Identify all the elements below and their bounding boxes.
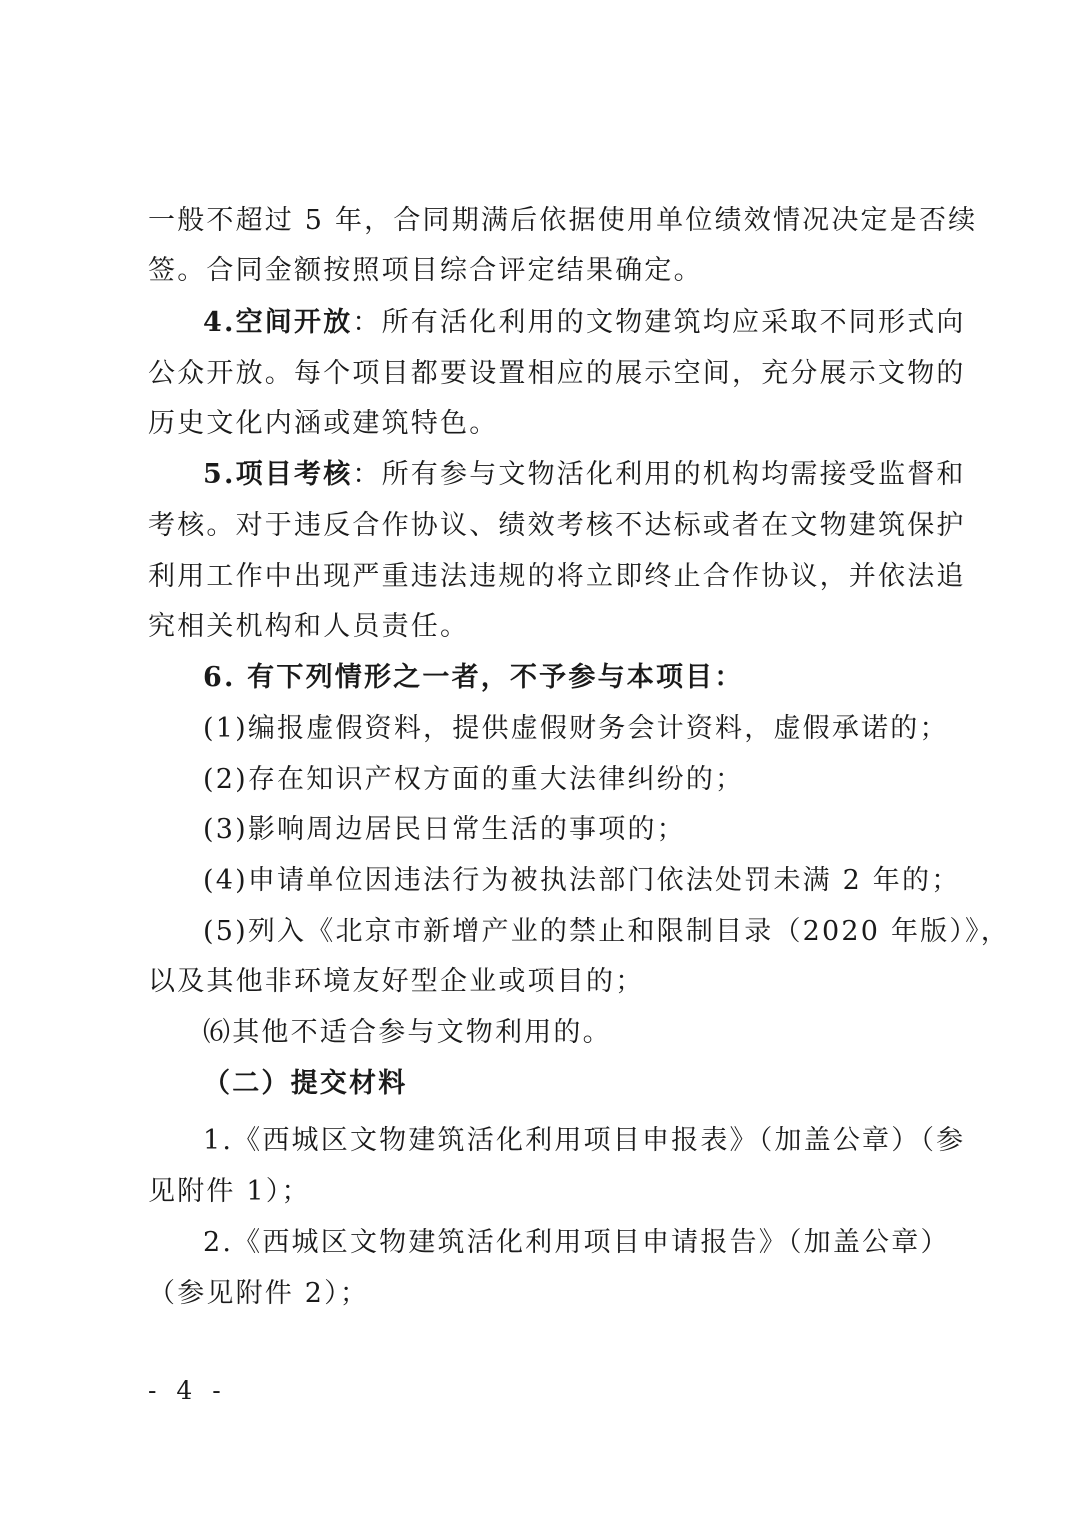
list-item: (4)申请单位因违法行为被执法部门依法处罚未满 2 年的； — [203, 865, 961, 896]
list-item: (1)编报虚假资料，提供虚假财务会计资料，虚假承诺的； — [203, 713, 949, 744]
item-5-text: ：所有参与文物活化利用的机构均需接受监督和 — [352, 459, 966, 490]
material-item-continuation: （参见附件 2）； — [148, 1278, 370, 1309]
item-5-number: 5. — [203, 459, 236, 490]
list-item-continuation: 以及其他非环境友好型企业或项目的； — [148, 966, 645, 997]
item-6-heading: 6. 有下列情形之一者，不予参与本项目： — [203, 662, 744, 693]
paragraph-line: 签。合同金额按照项目综合评定结果确定。 — [148, 255, 703, 286]
item-4-text: ：所有活化利用的文物建筑均应采取不同形式向 — [352, 307, 966, 338]
list-item: (5)列入《北京市新增产业的禁止和限制目录（2020 年版）》， — [203, 916, 1010, 947]
item-4-heading: 空间开放 — [235, 307, 353, 338]
material-item-continuation: 见附件 1）； — [148, 1176, 311, 1207]
section-heading: （二）提交材料 — [203, 1068, 408, 1099]
list-item: (3)影响周边居民日常生活的事项的； — [203, 814, 686, 845]
paragraph-line: 历史文化内涵或建筑特色。 — [148, 408, 499, 439]
paragraph-line: 利用工作中出现严重违法违规的将立即终止合作协议，并依法追 — [148, 561, 966, 592]
list-item: ⑹其他不适合参与文物利用的。 — [203, 1017, 612, 1048]
paragraph-line: 一般不超过 5 年，合同期满后依据使用单位绩效情况决定是否续 — [148, 205, 978, 236]
paragraph-line: 公众开放。每个项目都要设置相应的展示空间，充分展示文物的 — [148, 358, 966, 389]
item-5-line — [203, 455, 966, 495]
item-5-heading: 项目考核 — [235, 459, 353, 490]
paragraph-line: 究相关机构和人员责任。 — [148, 611, 470, 642]
item-4-line — [203, 303, 966, 343]
item-4-number: 4. — [203, 307, 236, 338]
material-item: 1.《西城区文物建筑活化利用项目申报表》（加盖公章）（参 — [203, 1125, 966, 1156]
page-number: - 4 - — [148, 1376, 227, 1405]
material-item: 2.《西城区文物建筑活化利用项目申请报告》（加盖公章） — [203, 1227, 950, 1258]
paragraph-line: 考核。对于违反合作协议、绩效考核不达标或者在文物建筑保护 — [148, 510, 966, 541]
list-item: (2)存在知识产权方面的重大法律纠纷的； — [203, 764, 745, 795]
